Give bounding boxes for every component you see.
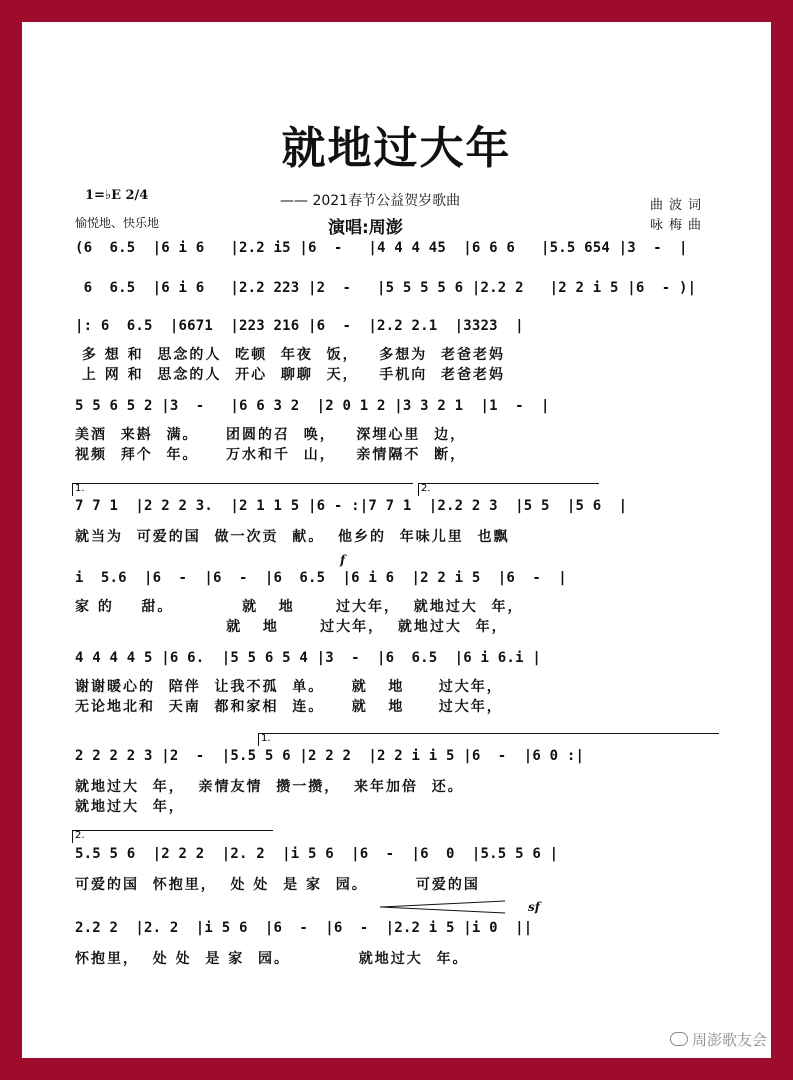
notes-line: (6 6.5 |6 i 6 |2.2 i5 |6 - |4 4 4 45 |6 6 6 |5.5 654 |3 - |	[75, 240, 688, 256]
lyric-verse-1: 怀抱里， 处 处 是 家 园。 就地过大 年。	[75, 951, 469, 967]
singer-credit: 演唱:周澎	[328, 218, 403, 238]
lyricist-credit: 曲波词	[650, 198, 708, 213]
dynamic-sforzando: sf	[528, 900, 540, 914]
notes-line: 2 2 2 2 3 |2 - |5.5 5 6 |2 2 2 |2 2 i i 5 |6 - |6 0 :|	[75, 748, 585, 764]
key-signature: 1=♭E 2/4	[85, 188, 149, 203]
lyric-verse-1: 就地过大 年， 亲情友情 攒一攒， 来年加倍 还。	[75, 779, 464, 795]
notes-line: 4 4 4 4 5 |6 6. |5 5 6 5 4 |3 - |6 6.5 |6 i 6.i |	[75, 650, 541, 666]
notes-line: 2.2 2 |2. 2 |i 5 6 |6 - |6 - |2.2 i 5 |i 0 ||	[75, 920, 533, 936]
song-subtitle: —— 2021春节公益贺岁歌曲	[280, 193, 461, 209]
crescendo-hairpin	[380, 900, 510, 914]
song-title: 就地过大年	[281, 123, 512, 174]
tempo-marking: 愉悦地、快乐地	[75, 216, 160, 230]
watermark: 周澎歌友会	[670, 1029, 767, 1050]
lyric-verse-2: 就地过大 年，	[75, 799, 185, 815]
dynamic-forte: f	[340, 553, 346, 567]
notes-line: 5 5 6 5 2 |3 - |6 6 3 2 |2 0 1 2 |3 3 2 1 |1 - |	[75, 398, 550, 414]
lyric-verse-2: 就 地 过大年， 就地过大 年，	[75, 619, 508, 635]
notes-line: 7 7 1 |2 2 2 3. |2 1 1 5 |6 - :|7 7 1 |2.2 2 3 |5 5 |5 6 |	[75, 498, 628, 514]
volta-3: 1.	[258, 733, 719, 746]
notes-line: 6 6.5 |6 i 6 |2.2 223 |2 - |5 5 5 5 6 |2.2 2 |2 2 i 5 |6 - )|	[75, 280, 697, 296]
lyric-verse-1: 可爱的国 怀抱里， 处 处 是 家 园。 可爱的国	[75, 877, 480, 893]
lyric-verse-2: 上 网 和 思念的人 开心 聊聊 天， 手机向 老爸老妈	[75, 367, 505, 383]
lyric-verse-2: 视频 拜个 年。 万水和千 山， 亲情隔不 断，	[75, 447, 467, 463]
lyric-verse-1: 谢谢暖心的 陪伴 让我不孤 单。 就 地 过大年，	[75, 679, 503, 695]
volta-1: 1.	[72, 483, 413, 496]
wechat-icon	[670, 1032, 688, 1046]
lyric-verse-1: 家 的 甜。 就 地 过大年， 就地过大 年，	[75, 599, 524, 615]
volta-2: 2.	[418, 483, 599, 496]
notes-line: 5.5 5 6 |2 2 2 |2. 2 |i 5 6 |6 - |6 0 |5.5 5 6 |	[75, 846, 559, 862]
lyric-verse-1: 多 想 和 思念的人 吃顿 年夜 饭， 多想为 老爸老妈	[75, 347, 505, 363]
notes-line: |: 6 6.5 |6671 |223 216 |6 - |2.2 2.1 |3323 |	[75, 318, 524, 334]
lyric-verse-1: 就当为 可爱的国 做一次贡 献。 他乡的 年味儿里 也飘	[75, 529, 510, 545]
volta-4: 2.	[72, 830, 273, 843]
composer-credit: 咏梅曲	[650, 218, 708, 233]
notes-line: i 5.6 |6 - |6 - |6 6.5 |6 i 6 |2 2 i 5 |6 - |	[75, 570, 567, 586]
lyric-verse-2: 无论地北和 天南 都和家相 连。 就 地 过大年，	[75, 699, 503, 715]
lyric-verse-1: 美酒 来斟 满。 团圆的召 唤， 深埋心里 边，	[75, 427, 467, 443]
